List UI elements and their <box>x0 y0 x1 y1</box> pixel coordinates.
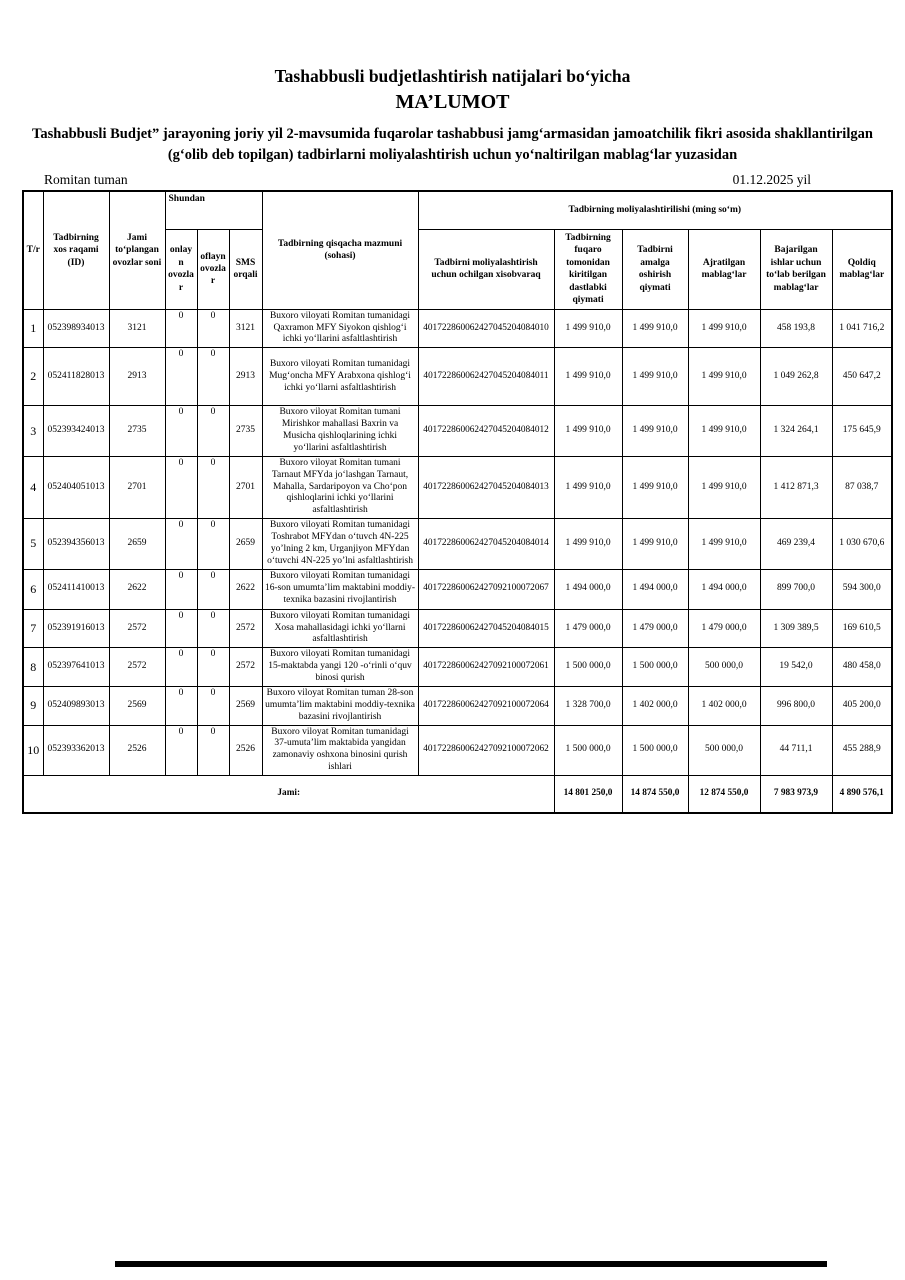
cell-account: 401722860062427092100072061 <box>418 648 554 687</box>
cell-online-votes: 0 <box>165 648 197 687</box>
cell-sms-votes: 2913 <box>229 348 262 406</box>
cell-allocated: 1 499 910,0 <box>688 406 760 457</box>
cell-event-id: 052398934013 <box>43 309 109 348</box>
cell-total-votes: 2659 <box>109 519 165 570</box>
col-header-implementation-value: Tadbirni amalga oshirish qiymati <box>622 229 688 309</box>
cell-implementation-value: 1 500 000,0 <box>622 725 688 776</box>
cell-account: 401722860062427045204084011 <box>418 348 554 406</box>
cell-online-votes: 0 <box>165 309 197 348</box>
table-row <box>23 569 892 609</box>
cell-summary: Buxoro viloyati Romitan tumanidagi 15-maktabda yangi 120 -o‘rinli o‘quv binosi qurish <box>262 648 418 687</box>
cell-implementation-value: 1 402 000,0 <box>622 686 688 725</box>
cell-online-votes: 0 <box>165 456 197 518</box>
cell-event-id: 052393424013 <box>43 406 109 457</box>
cell-sms-votes: 2735 <box>229 406 262 457</box>
cell-event-id: 052411828013 <box>43 348 109 406</box>
col-header-remaining: Qoldiq mablag‘lar <box>832 229 892 309</box>
col-header-event-id: Tadbirning xos raqami (ID) <box>43 191 109 309</box>
table-row <box>23 725 892 776</box>
cell-summary: Buxoro viloyati Romitan tumanidagi 16-son umumta’lim maktabini moddiy-texnika bazasini rivojlantirish <box>262 569 418 609</box>
cell-sms-votes: 2622 <box>229 569 262 609</box>
cell-offline-votes: 0 <box>197 519 229 570</box>
cell-total-votes: 2735 <box>109 406 165 457</box>
cell-summary: Buxoro viloyat Romitan tumanidagi 37-umuta’lim maktabida yangidan zamonaviy oshxona binosini qurish ishlari <box>262 725 418 776</box>
col-header-financing-group: Tadbirning moliyalashtirilishi (ming so‘m) <box>418 191 892 229</box>
cell-allocated: 1 499 910,0 <box>688 309 760 348</box>
header-row-group <box>23 191 892 229</box>
cell-remaining: 450 647,2 <box>832 348 892 406</box>
cell-sms-votes: 3121 <box>229 309 262 348</box>
cell-account: 401722860062427045204084010 <box>418 309 554 348</box>
cell-row-number: 8 <box>23 648 43 687</box>
cell-total-votes: 2701 <box>109 456 165 518</box>
cell-remaining: 455 288,9 <box>832 725 892 776</box>
col-header-initial-value: Tadbirning fuqaro tomonidan kiritilgan dastlabki qiymati <box>554 229 622 309</box>
cell-row-number: 10 <box>23 725 43 776</box>
col-header-online-votes: onlayn ovozlar <box>165 229 197 309</box>
cell-account: 401722860062427045204084015 <box>418 609 554 648</box>
cell-online-votes: 0 <box>165 519 197 570</box>
cell-summary: Buxoro viloyati Romitan tumanidagi Toshrabot MFYdan o‘tuvch 4N-225 yo’lning 2 km, Urganjiyon MFYdan o‘tuvchi 4N-225 yo’lni asfaltlashtirish <box>262 519 418 570</box>
cell-sms-votes: 2701 <box>229 456 262 518</box>
cell-row-number: 7 <box>23 609 43 648</box>
cell-paid: 469 239,4 <box>760 519 832 570</box>
total-remaining: 4 890 576,1 <box>832 776 892 813</box>
col-header-summary: Tadbirning qisqacha mazmuni (sohasi) <box>262 191 418 309</box>
cell-account: 401722860062427092100072064 <box>418 686 554 725</box>
cell-row-number: 2 <box>23 348 43 406</box>
table-row <box>23 406 892 457</box>
cell-initial-value: 1 479 000,0 <box>554 609 622 648</box>
table-row <box>23 519 892 570</box>
cell-allocated: 1 499 910,0 <box>688 348 760 406</box>
table-row <box>23 348 892 406</box>
col-header-row-number: T/r <box>23 191 43 309</box>
col-header-offline-votes: oflayn ovozlar <box>197 229 229 309</box>
cell-paid: 1 049 262,8 <box>760 348 832 406</box>
cell-remaining: 594 300,0 <box>832 569 892 609</box>
cell-allocated: 500 000,0 <box>688 725 760 776</box>
cell-event-id: 052397641013 <box>43 648 109 687</box>
cell-initial-value: 1 499 910,0 <box>554 309 622 348</box>
cell-offline-votes: 0 <box>197 725 229 776</box>
cell-row-number: 5 <box>23 519 43 570</box>
cell-summary: Buxoro viloyati Romitan tumanidagi Xosa mahallasidagi ichki yo‘llarni asfaltlashtirish <box>262 609 418 648</box>
cell-initial-value: 1 499 910,0 <box>554 348 622 406</box>
date-label: 01.12.2025 yil <box>732 172 811 188</box>
cell-offline-votes: 0 <box>197 456 229 518</box>
cell-row-number: 1 <box>23 309 43 348</box>
cell-event-id: 052409893013 <box>43 686 109 725</box>
cell-offline-votes: 0 <box>197 406 229 457</box>
cell-initial-value: 1 499 910,0 <box>554 519 622 570</box>
cell-sms-votes: 2659 <box>229 519 262 570</box>
cell-offline-votes: 0 <box>197 309 229 348</box>
cell-total-votes: 2622 <box>109 569 165 609</box>
cell-remaining: 480 458,0 <box>832 648 892 687</box>
cell-remaining: 175 645,9 <box>832 406 892 457</box>
cell-allocated: 500 000,0 <box>688 648 760 687</box>
title-line2: MA’LUMOT <box>395 91 510 113</box>
col-header-allocated: Ajratilgan mablag‘lar <box>688 229 760 309</box>
table-row <box>23 648 892 687</box>
cell-account: 401722860062427092100072062 <box>418 725 554 776</box>
total-allocated: 12 874 550,0 <box>688 776 760 813</box>
cell-remaining: 1 030 670,6 <box>832 519 892 570</box>
cell-implementation-value: 1 499 910,0 <box>622 519 688 570</box>
cell-remaining: 87 038,7 <box>832 456 892 518</box>
region-label: Romitan tuman <box>44 172 128 188</box>
cell-offline-votes: 0 <box>197 686 229 725</box>
table-total-row <box>23 776 892 813</box>
cell-allocated: 1 479 000,0 <box>688 609 760 648</box>
cell-initial-value: 1 328 700,0 <box>554 686 622 725</box>
cell-online-votes: 0 <box>165 406 197 457</box>
cell-implementation-value: 1 499 910,0 <box>622 456 688 518</box>
cell-summary: Buxoro viloyat Romitan tuman 28-son umumta’lim maktabini moddiy-texnika bazasini rivojlantirish <box>262 686 418 725</box>
shundan-label: Shundan <box>168 194 205 205</box>
cell-total-votes: 2572 <box>109 648 165 687</box>
cell-paid: 996 800,0 <box>760 686 832 725</box>
total-implementation-value: 14 874 550,0 <box>622 776 688 813</box>
cell-event-id: 052394356013 <box>43 519 109 570</box>
cell-total-votes: 2572 <box>109 609 165 648</box>
cell-initial-value: 1 499 910,0 <box>554 406 622 457</box>
cell-remaining: 405 200,0 <box>832 686 892 725</box>
meta-row <box>22 172 883 190</box>
cell-paid: 1 324 264,1 <box>760 406 832 457</box>
table-row <box>23 686 892 725</box>
cell-allocated: 1 402 000,0 <box>688 686 760 725</box>
cell-online-votes: 0 <box>165 686 197 725</box>
page-bottom-bar <box>115 1261 827 1267</box>
cell-row-number: 4 <box>23 456 43 518</box>
col-header-account: Tadbirni moliyalashtirish uchun ochilgan xisobvaraq <box>418 229 554 309</box>
cell-implementation-value: 1 494 000,0 <box>622 569 688 609</box>
total-initial-value: 14 801 250,0 <box>554 776 622 813</box>
col-header-total-votes: Jami to‘plangan ovozlar soni <box>109 191 165 309</box>
cell-initial-value: 1 500 000,0 <box>554 725 622 776</box>
cell-offline-votes: 0 <box>197 648 229 687</box>
cell-remaining: 169 610,5 <box>832 609 892 648</box>
cell-implementation-value: 1 500 000,0 <box>622 648 688 687</box>
cell-total-votes: 2526 <box>109 725 165 776</box>
cell-remaining: 1 041 716,2 <box>832 309 892 348</box>
cell-allocated: 1 499 910,0 <box>688 456 760 518</box>
total-label: Jami: <box>23 776 554 813</box>
cell-row-number: 3 <box>23 406 43 457</box>
cell-online-votes: 0 <box>165 348 197 406</box>
cell-allocated: 1 499 910,0 <box>688 519 760 570</box>
cell-sms-votes: 2572 <box>229 648 262 687</box>
cell-account: 401722860062427045204084012 <box>418 406 554 457</box>
cell-implementation-value: 1 499 910,0 <box>622 348 688 406</box>
cell-summary: Buxoro viloyat Romitan tumani Tarnaut MFYda jo‘lashgan Tarnaut, Mahalla, Sardaripoyon va Cho‘pon qishloqlarini ichki yo‘llarini asfaltlashtirish <box>262 456 418 518</box>
cell-total-votes: 2569 <box>109 686 165 725</box>
cell-row-number: 9 <box>23 686 43 725</box>
cell-event-id: 052411410013 <box>43 569 109 609</box>
cell-event-id: 052391916013 <box>43 609 109 648</box>
cell-summary: Buxoro viloyat Romitan tumani Mirishkor mahallasi Baxrin va Musicha qishloqlarining ichki yo‘llarini asfaltlashtirish <box>262 406 418 457</box>
cell-sms-votes: 2526 <box>229 725 262 776</box>
total-paid: 7 983 973,9 <box>760 776 832 813</box>
cell-offline-votes: 0 <box>197 609 229 648</box>
cell-account: 401722860062427092100072067 <box>418 569 554 609</box>
cell-paid: 899 700,0 <box>760 569 832 609</box>
cell-paid: 1 309 389,5 <box>760 609 832 648</box>
cell-allocated: 1 494 000,0 <box>688 569 760 609</box>
results-table <box>22 190 893 813</box>
cell-initial-value: 1 500 000,0 <box>554 648 622 687</box>
cell-row-number: 6 <box>23 569 43 609</box>
table-row <box>23 309 892 348</box>
cell-paid: 1 412 871,3 <box>760 456 832 518</box>
cell-paid: 44 711,1 <box>760 725 832 776</box>
cell-account: 401722860062427045204084014 <box>418 519 554 570</box>
cell-initial-value: 1 499 910,0 <box>554 456 622 518</box>
cell-implementation-value: 1 499 910,0 <box>622 406 688 457</box>
cell-sms-votes: 2572 <box>229 609 262 648</box>
col-header-paid: Bajarilgan ishlar uchun to‘lab berilgan mablag‘lar <box>760 229 832 309</box>
table-row <box>23 609 892 648</box>
cell-implementation-value: 1 499 910,0 <box>622 309 688 348</box>
cell-total-votes: 3121 <box>109 309 165 348</box>
title-line1: Tashabbusli budjetlashtirish natijalari bo‘yicha <box>274 66 631 86</box>
cell-event-id: 052393362013 <box>43 725 109 776</box>
cell-online-votes: 0 <box>165 725 197 776</box>
col-header-shundan-group <box>165 191 262 229</box>
cell-offline-votes: 0 <box>197 569 229 609</box>
table-row <box>23 456 892 518</box>
cell-sms-votes: 2569 <box>229 686 262 725</box>
cell-account: 401722860062427045204084013 <box>418 456 554 518</box>
cell-summary: Buxoro viloyati Romitan tumanidagi Qaxramon MFY Siyokon qishlog‘i ichki yo‘llarini asfaltlashtirish <box>262 309 418 348</box>
col-header-sms-votes: SMS orqali <box>229 229 262 309</box>
cell-initial-value: 1 494 000,0 <box>554 569 622 609</box>
subtitle: Tashabbusli Budjet” jarayoning joriy yil 2-mavsumida fuqarolar tashabbusi jamg‘armasidan jamoatchilik fikri asosida shakllantirilgan (g‘olib deb topilgan) tadbirlarni moliyalashtirish uchun yo‘naltirilgan mablag‘lar yuzasidan <box>32 126 873 163</box>
cell-paid: 19 542,0 <box>760 648 832 687</box>
cell-online-votes: 0 <box>165 569 197 609</box>
cell-online-votes: 0 <box>165 609 197 648</box>
cell-offline-votes: 0 <box>197 348 229 406</box>
cell-paid: 458 193,8 <box>760 309 832 348</box>
cell-total-votes: 2913 <box>109 348 165 406</box>
cell-implementation-value: 1 479 000,0 <box>622 609 688 648</box>
cell-summary: Buxoro viloyati Romitan tumanidagi Mug‘oncha MFY Arabxona qishlog‘i ichki yo‘llarni asfaltlashtirish <box>262 348 418 406</box>
cell-event-id: 052404051013 <box>43 456 109 518</box>
